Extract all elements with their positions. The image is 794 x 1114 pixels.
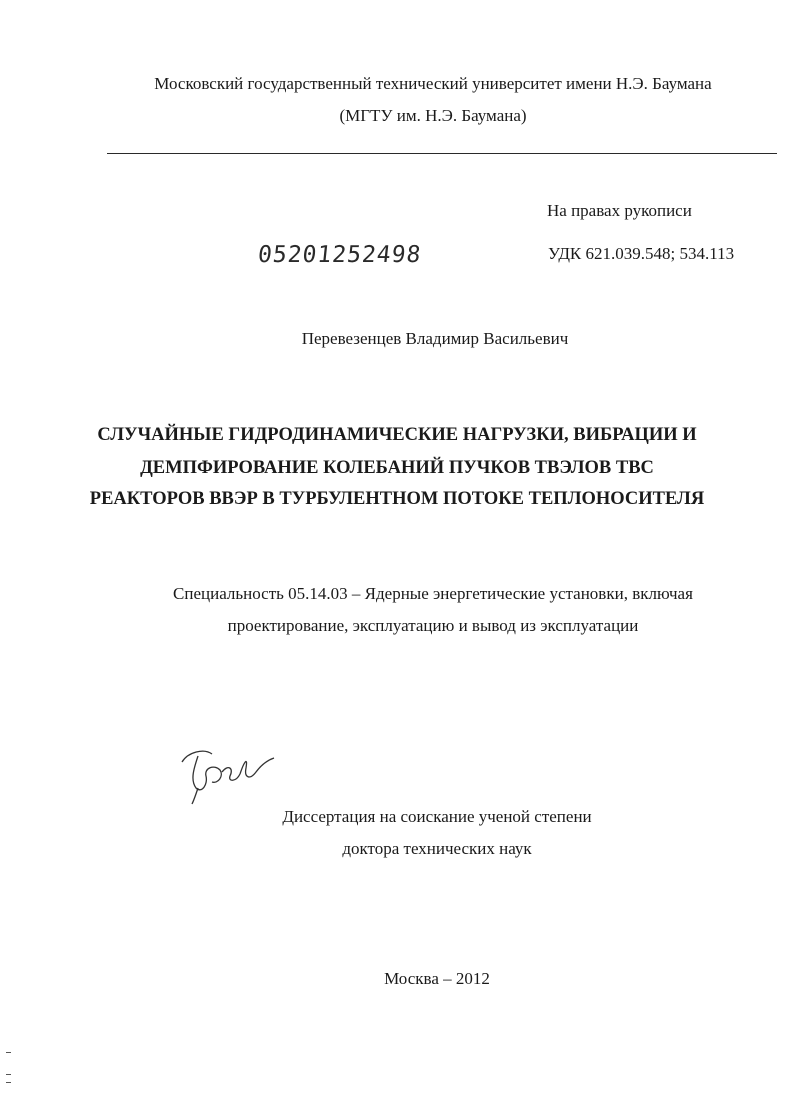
specialty-line-2: проектирование, эксплуатацию и вывод из эксплуатации (227, 616, 639, 635)
place-and-year: Москва – 2012 (384, 969, 490, 988)
university-short-name: (МГТУ им. Н.Э. Баумана) (339, 106, 527, 125)
rights-notice: На правах рукописи (547, 201, 692, 220)
scan-edge-mark (6, 1052, 11, 1053)
title-line-1: СЛУЧАЙНЫЕ ГИДРОДИНАМИЧЕСКИЕ НАГРУЗКИ, ВИБРАЦИИ И (97, 425, 697, 445)
title-line-2: ДЕМПФИРОВАНИЕ КОЛЕБАНИЙ ПУЧКОВ ТВЭЛОВ ТВС (140, 458, 654, 478)
author-name: Перевезенцев Владимир Васильевич (301, 329, 569, 348)
registration-number: 05201252498 (256, 242, 423, 268)
specialty-line-1: Специальность 05.14.03 – Ядерные энергетические установки, включая (173, 584, 693, 603)
header-divider (107, 153, 777, 154)
title-line-3: РЕАКТОРОВ ВВЭР В ТУРБУЛЕНТНОМ ПОТОКЕ ТЕПЛОНОСИТЕЛЯ (89, 489, 705, 509)
university-name: Московский государственный технический университет имени Н.Э. Баумана (154, 74, 712, 93)
degree-line-2: доктора технических наук (342, 839, 532, 858)
scan-edge-mark (6, 1082, 11, 1083)
degree-line-1: Диссертация на соискание ученой степени (282, 807, 592, 826)
udc-code: УДК 621.039.548; 534.113 (548, 244, 735, 263)
author-signature (178, 742, 288, 808)
scan-edge-mark (6, 1074, 11, 1075)
